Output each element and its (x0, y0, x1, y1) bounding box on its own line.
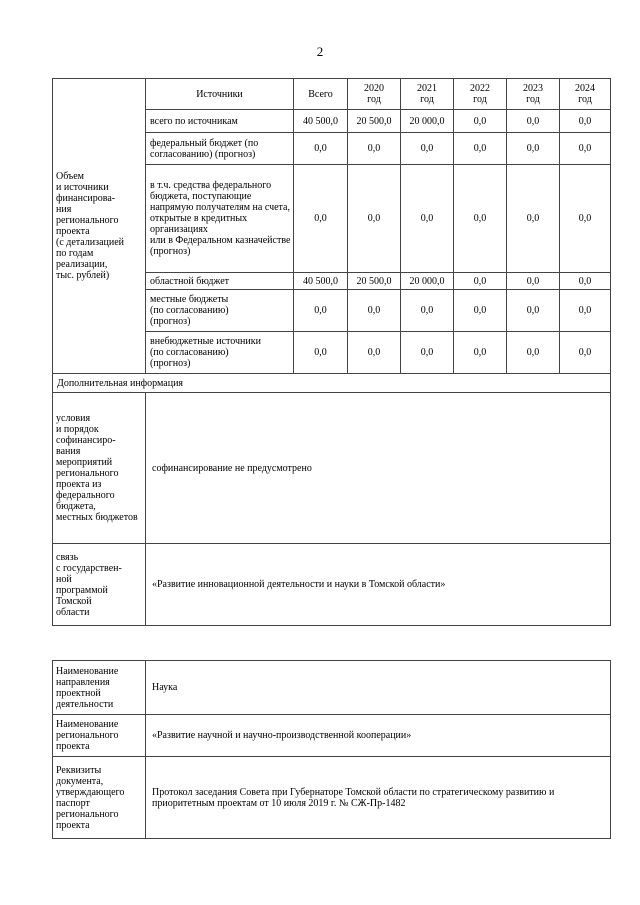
header-year-2020: 2020 год (348, 79, 401, 110)
cell-value: 0,0 (454, 290, 507, 332)
cell-value: 40 500,0 (294, 273, 348, 290)
cell-value: 0,0 (454, 332, 507, 374)
state-program-label: связь с государствен- ной программой Томской области (53, 544, 146, 626)
row-source: внебюджетные источники (по согласованию) (прогноз) (146, 332, 294, 374)
cell-value: 0,0 (348, 332, 401, 374)
cell-value: 40 500,0 (294, 110, 348, 133)
cell-value: 0,0 (454, 165, 507, 273)
cell-value: 0,0 (560, 110, 611, 133)
cell-value: 0,0 (507, 165, 560, 273)
cell-value: 0,0 (401, 332, 454, 374)
finance-header-row (53, 79, 611, 110)
cofinancing-value: софинансирование не предусмотрено (146, 393, 611, 544)
cell-value: 0,0 (294, 332, 348, 374)
finance-left-label: Объем и источники финансирова- ния регионального проекта (с детализацией по годам реализации, тыс. рублей) (53, 79, 146, 374)
project-name-value: «Развитие научной и научно-производственной кооперации» (146, 715, 611, 757)
cell-value: 0,0 (401, 133, 454, 165)
row-source: всего по источникам (146, 110, 294, 133)
finance-table (52, 78, 611, 626)
cofinancing-label: условия и порядок софинансиро- вания мероприятий регионального проекта из федерального бюджета, местных бюджетов (53, 393, 146, 544)
cell-value: 20 000,0 (401, 273, 454, 290)
page-number: 2 (316, 44, 324, 59)
additional-info-heading: Дополнительная информация (53, 374, 611, 393)
cell-value: 0,0 (560, 290, 611, 332)
row-source: в т.ч. средства федерального бюджета, поступающие напрямую получателям на счета, открытые в кредитных организациях или в Федеральном казначействе (прогноз) (146, 165, 294, 273)
cell-value: 0,0 (507, 273, 560, 290)
cell-value: 20 000,0 (401, 110, 454, 133)
project-info-table (52, 660, 611, 839)
header-year-2023: 2023 год (507, 79, 560, 110)
cell-value: 0,0 (560, 133, 611, 165)
document-label: Реквизиты документа, утверждающего паспорт регионального проекта (53, 757, 146, 839)
table-row (53, 715, 611, 757)
cell-value: 0,0 (560, 273, 611, 290)
cell-value: 0,0 (348, 133, 401, 165)
cell-value: 0,0 (348, 290, 401, 332)
additional-info-row (53, 374, 611, 393)
row-source: областной бюджет (146, 273, 294, 290)
cell-value: 20 500,0 (348, 273, 401, 290)
cell-value: 0,0 (294, 133, 348, 165)
header-year-2024: 2024 год (560, 79, 611, 110)
cell-value: 0,0 (294, 290, 348, 332)
state-program-row (53, 544, 611, 626)
cell-value: 0,0 (401, 165, 454, 273)
cell-value: 0,0 (507, 290, 560, 332)
cell-value: 0,0 (294, 165, 348, 273)
cell-value: 0,0 (507, 332, 560, 374)
project-name-label: Наименование регионального проекта (53, 715, 146, 757)
cell-value: 0,0 (348, 165, 401, 273)
cell-value: 0,0 (454, 273, 507, 290)
cofinancing-row (53, 393, 611, 544)
header-year-2021: 2021 год (401, 79, 454, 110)
table-row (53, 661, 611, 715)
cell-value: 0,0 (454, 133, 507, 165)
cell-value: 0,0 (560, 165, 611, 273)
table-row (53, 757, 611, 839)
header-year-2022: 2022 год (454, 79, 507, 110)
direction-value: Наука (146, 661, 611, 715)
cell-value: 0,0 (401, 290, 454, 332)
cell-value: 0,0 (560, 332, 611, 374)
header-total: Всего (294, 79, 348, 110)
header-sources: Источники (146, 79, 294, 110)
cell-value: 0,0 (454, 110, 507, 133)
cell-value: 0,0 (507, 133, 560, 165)
row-source: федеральный бюджет (по согласованию) (прогноз) (146, 133, 294, 165)
cell-value: 0,0 (507, 110, 560, 133)
cell-value: 20 500,0 (348, 110, 401, 133)
direction-label: Наименование направления проектной деятельности (53, 661, 146, 715)
row-source: местные бюджеты (по согласованию) (прогноз) (146, 290, 294, 332)
document-value: Протокол заседания Совета при Губернаторе Томской области по стратегическому развитию и приоритетным проектам от 10 июля 2019 г. № СЖ-Пр-1482 (146, 757, 611, 839)
state-program-value: «Развитие инновационной деятельности и науки в Томской области» (146, 544, 611, 626)
